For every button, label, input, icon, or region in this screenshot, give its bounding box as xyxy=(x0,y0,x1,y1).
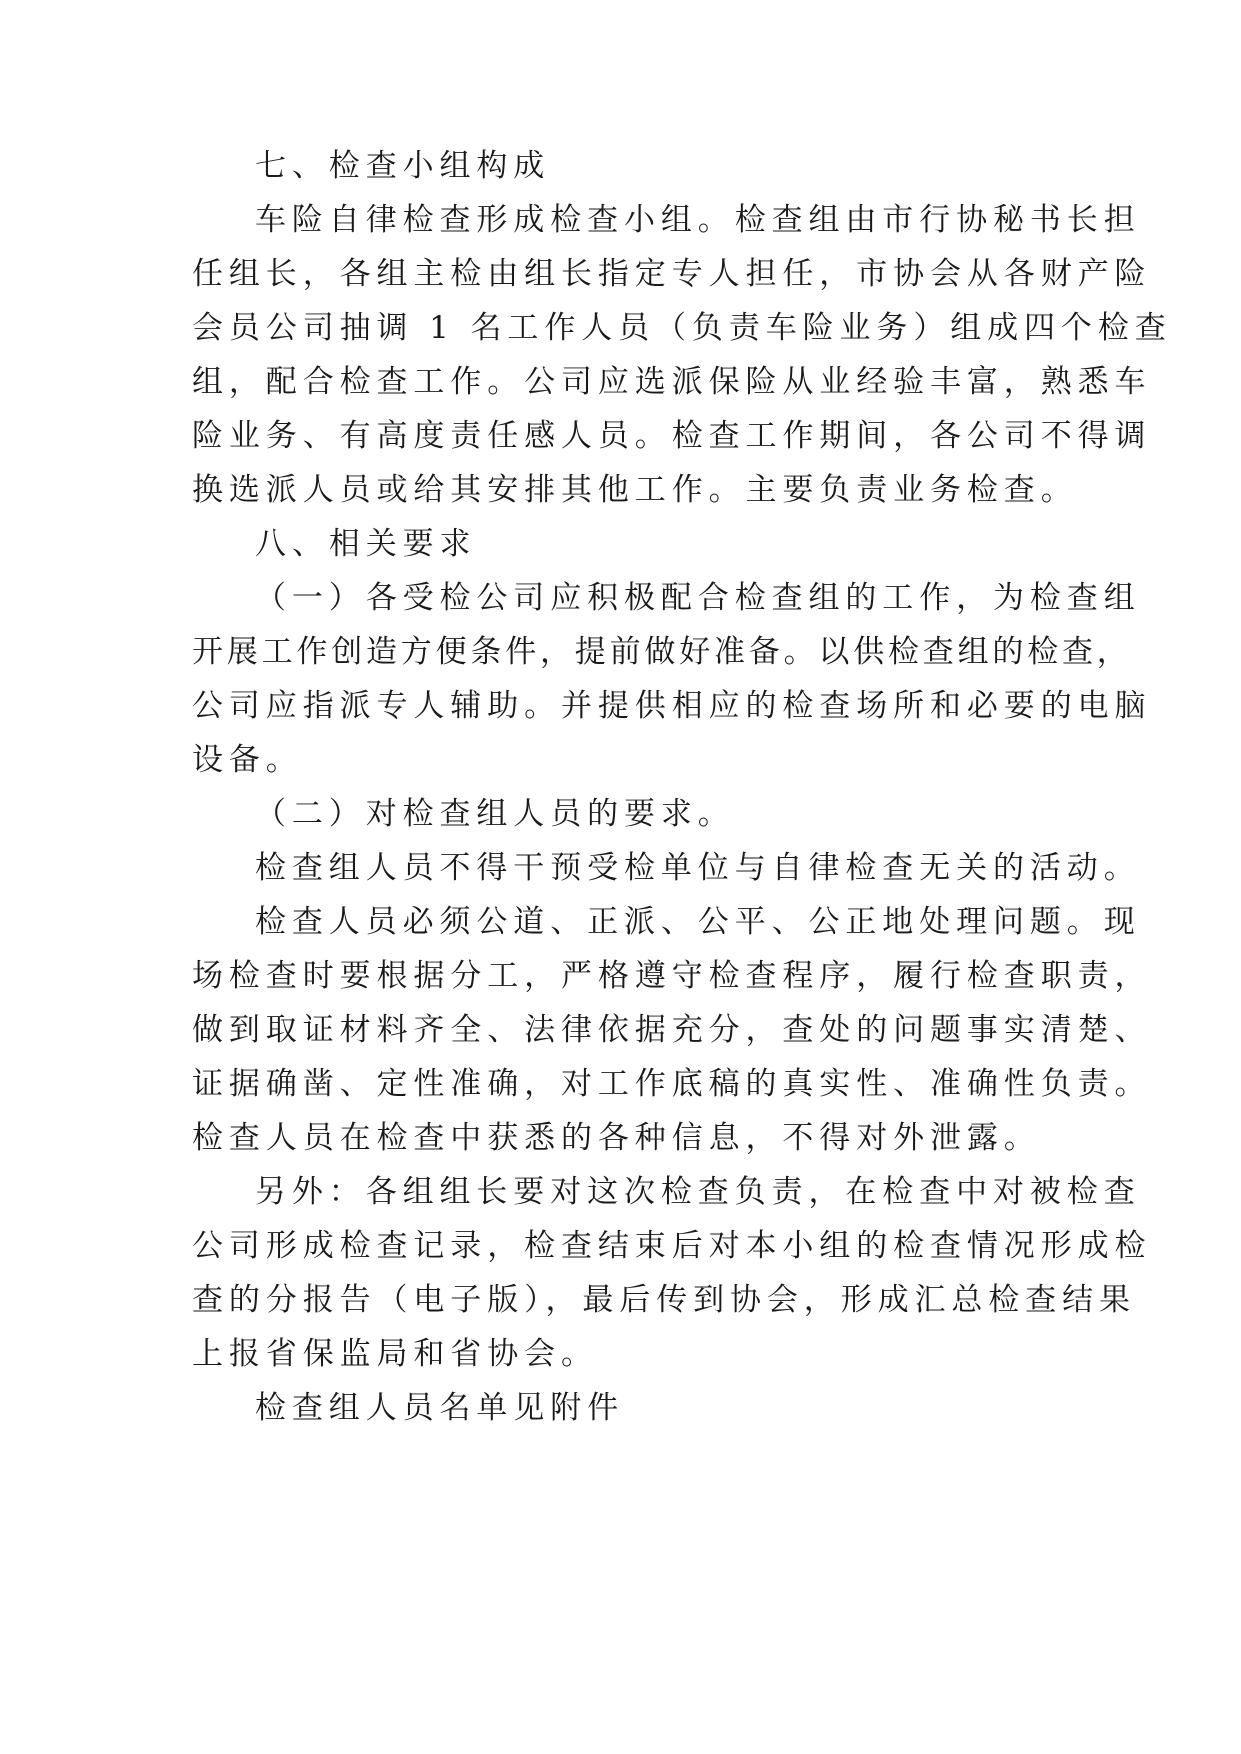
section-heading-7: 七、检查小组构成 xyxy=(255,148,551,184)
paragraph-line: 任组长，各组主检由组长指定专人担任，市协会从各财产险 xyxy=(192,256,1152,292)
paragraph-line: 会员公司抽调 1 名工作人员（负责车险业务）组成四个检查 xyxy=(192,310,1172,346)
paragraph-line: 证据确凿、定性准确，对工作底稿的真实性、准确性负责。 xyxy=(192,1066,1152,1102)
paragraph-line: 公司应指派专人辅助。并提供相应的检查场所和必要的电脑 xyxy=(192,688,1152,724)
paragraph-line: 查的分报告（电子版），最后传到协会，形成汇总检查结果 xyxy=(192,1282,1136,1318)
paragraph-line: 公司形成检查记录，检查结束后对本小组的检查情况形成检 xyxy=(192,1228,1152,1264)
paragraph-line: 组，配合检查工作。公司应选派保险从业经验丰富，熟悉车 xyxy=(192,364,1152,400)
paragraph-line: 场检查时要根据分工，严格遵守检查程序，履行检查职责， xyxy=(192,958,1152,994)
paragraph-line: 设备。 xyxy=(192,742,303,778)
paragraph-line: 开展工作创造方便条件，提前做好准备。以供检查组的检查， xyxy=(192,634,1132,670)
paragraph-line: 检查组人员不得干预受检单位与自律检查无关的活动。 xyxy=(255,850,1141,886)
paragraph-line: 检查组人员名单见附件 xyxy=(255,1390,624,1426)
paragraph-line: 做到取证材料齐全、法律依据充分，查处的问题事实清楚、 xyxy=(192,1012,1152,1048)
paragraph-line: 险业务、有高度责任感人员。检查工作期间，各公司不得调 xyxy=(192,418,1152,454)
paragraph-line: 检查人员在检查中获悉的各种信息，不得对外泄露。 xyxy=(192,1120,1041,1156)
paragraph-line: （一）各受检公司应积极配合检查组的工作，为检查组 xyxy=(255,580,1141,616)
section-heading-8: 八、相关要求 xyxy=(255,526,477,562)
paragraph-line: 换选派人员或给其安排其他工作。主要负责业务检查。 xyxy=(192,472,1078,508)
subsection-heading: （二）对检查组人员的要求。 xyxy=(255,796,735,832)
paragraph-line: 车险自律检查形成检查小组。检查组由市行协秘书长担 xyxy=(255,202,1141,238)
paragraph-line: 上报省保监局和省协会。 xyxy=(192,1336,598,1372)
paragraph-line: 检查人员必须公道、正派、公平、公正地处理问题。现 xyxy=(255,904,1141,940)
paragraph-line: 另外：各组组长要对这次检查负责，在检查中对被检查 xyxy=(255,1174,1141,1210)
